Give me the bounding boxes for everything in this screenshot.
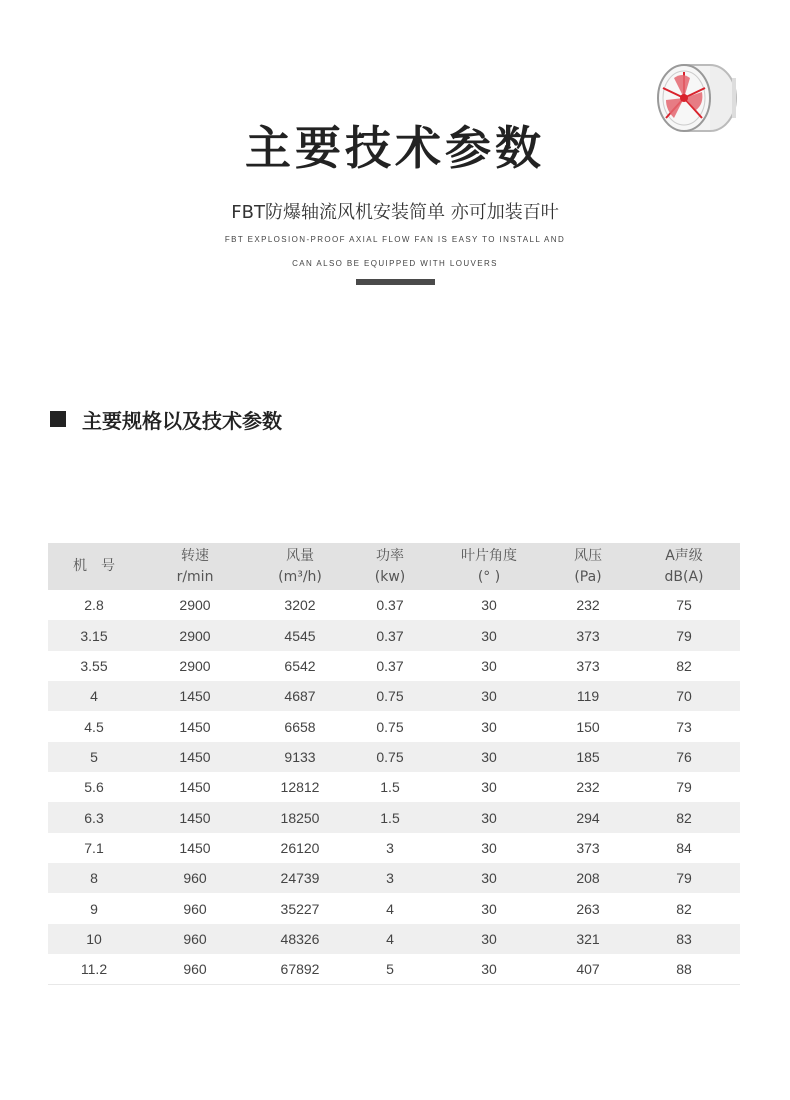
table-cell: 4: [386, 900, 394, 917]
square-bullet-icon: [50, 411, 66, 427]
table-cell: 373: [576, 657, 600, 674]
table-cell: 407: [576, 961, 600, 978]
table-cell: 3: [386, 839, 394, 856]
table-cell: 30: [481, 809, 497, 826]
table-cell: 88: [676, 961, 692, 978]
table-cell: 76: [676, 748, 692, 765]
table-cell: 960: [183, 870, 207, 887]
table-cell: 8: [90, 870, 98, 887]
table-cell: 2.8: [84, 597, 104, 614]
table-row: [48, 924, 740, 954]
table-cell: 232: [576, 597, 600, 614]
table-cell: 321: [576, 930, 600, 947]
table-cell: 4: [90, 688, 98, 705]
table-cell: 9133: [284, 748, 316, 765]
header-cell: 转速 r/min: [176, 547, 214, 585]
table-cell: 4545: [284, 627, 316, 644]
table-row: [48, 590, 740, 620]
table-cell: 35227: [280, 900, 320, 917]
table-cell: 0.75: [376, 718, 404, 735]
table-cell: 11.2: [80, 961, 108, 978]
table-cell: 73: [676, 718, 692, 735]
table-body: [48, 590, 740, 985]
table-cell: 185: [576, 748, 600, 765]
table-header-row: [48, 543, 740, 590]
table-cell: 67892: [280, 961, 320, 978]
table-cell: 6658: [284, 718, 316, 735]
table-row: [48, 742, 740, 772]
header-cell: 风压 (Pa): [574, 547, 602, 585]
table-cell: 24739: [280, 870, 320, 887]
table-cell: 84: [676, 839, 692, 856]
table-cell: 2900: [179, 657, 211, 674]
subtitle: FBT防爆轴流风机安装简单 亦可加装百叶: [231, 202, 559, 223]
table-cell: 150: [576, 718, 600, 735]
table-cell: 232: [576, 779, 600, 796]
table-cell: 4: [386, 930, 394, 947]
table-cell: 30: [481, 627, 497, 644]
table-cell: 960: [183, 961, 207, 978]
table-cell: 83: [676, 930, 692, 947]
table-cell: 960: [183, 900, 207, 917]
english-subtitle-line-2: CAN ALSO BE EQUIPPED WITH LOUVERS: [292, 259, 498, 268]
table-cell: 1450: [179, 748, 211, 765]
table-cell: 373: [576, 627, 600, 644]
table-cell: 1450: [179, 688, 211, 705]
table-cell: 1450: [179, 718, 211, 735]
table-cell: 82: [676, 900, 692, 917]
table-row: [48, 893, 740, 923]
title-divider-bar: [356, 279, 435, 285]
table-cell: 373: [576, 839, 600, 856]
table-cell: 0.37: [376, 657, 404, 674]
table-cell: 79: [676, 627, 692, 644]
table-cell: 0.37: [376, 597, 404, 614]
table-cell: 30: [481, 930, 497, 947]
spec-table: [48, 543, 740, 985]
table-cell: 5.6: [84, 779, 104, 796]
header-cell: A声级 dB(A): [664, 547, 704, 585]
table-cell: 1.5: [380, 809, 400, 826]
table-row: [48, 681, 740, 711]
table-cell: 3.55: [80, 657, 108, 674]
table-cell: 18250: [280, 809, 320, 826]
table-cell: 7.1: [84, 839, 104, 856]
page-title: 主要技术参数: [245, 121, 545, 175]
header-cell: 风量 (m³/h): [278, 547, 322, 585]
table-cell: 30: [481, 870, 497, 887]
table-cell: 2900: [179, 627, 211, 644]
section-title: 主要规格以及技术参数: [82, 408, 282, 433]
table-cell: 9: [90, 900, 98, 917]
header-cell: 叶片角度 (° ): [461, 547, 517, 585]
table-row: [48, 620, 740, 650]
table-row: [48, 833, 740, 863]
table-cell: 82: [676, 657, 692, 674]
table-cell: 79: [676, 870, 692, 887]
table-cell: 294: [576, 809, 600, 826]
table-cell: 119: [576, 688, 600, 705]
table-cell: 0.37: [376, 627, 404, 644]
table-cell: 26120: [280, 839, 320, 856]
table-cell: 208: [576, 870, 600, 887]
table-cell: 79: [676, 779, 692, 796]
header-cell: 机 号: [73, 558, 115, 574]
table-cell: 960: [183, 930, 207, 947]
table-cell: 30: [481, 748, 497, 765]
table-cell: 3: [386, 870, 394, 887]
table-cell: 10: [86, 930, 102, 947]
table-cell: 30: [481, 961, 497, 978]
table-row: [48, 954, 740, 985]
table-cell: 30: [481, 718, 497, 735]
table-cell: 263: [576, 900, 600, 917]
table-cell: 75: [676, 597, 692, 614]
table-row: [48, 802, 740, 832]
table-cell: 3.15: [80, 627, 108, 644]
table-row: [48, 863, 740, 893]
table-cell: 1450: [179, 779, 211, 796]
table-cell: 48326: [280, 930, 320, 947]
table-cell: 1.5: [380, 779, 400, 796]
table-cell: 4.5: [84, 718, 104, 735]
table-cell: 2900: [179, 597, 211, 614]
table-cell: 3202: [284, 597, 316, 614]
table-cell: 70: [676, 688, 692, 705]
table-row: [48, 651, 740, 681]
table-cell: 0.75: [376, 748, 404, 765]
table-cell: 0.75: [376, 688, 404, 705]
section-heading: [50, 404, 282, 434]
table-cell: 30: [481, 900, 497, 917]
table-row: [48, 711, 740, 741]
table-cell: 30: [481, 597, 497, 614]
table-cell: 5: [386, 961, 394, 978]
table-cell: 82: [676, 809, 692, 826]
table-cell: 30: [481, 657, 497, 674]
table-row: [48, 772, 740, 802]
table-cell: 1450: [179, 839, 211, 856]
table-cell: 30: [481, 839, 497, 856]
table-cell: 6542: [284, 657, 316, 674]
table-cell: 30: [481, 688, 497, 705]
table-cell: 4687: [284, 688, 316, 705]
header-cell: 功率 (kw): [374, 547, 406, 585]
table-cell: 1450: [179, 809, 211, 826]
table-cell: 6.3: [84, 809, 104, 826]
table-cell: 5: [90, 748, 98, 765]
table-cell: 30: [481, 779, 497, 796]
english-subtitle-line-1: FBT EXPLOSION-PROOF AXIAL FLOW FAN IS EASY TO INSTALL AND: [224, 235, 566, 244]
table-cell: 12812: [280, 779, 320, 796]
